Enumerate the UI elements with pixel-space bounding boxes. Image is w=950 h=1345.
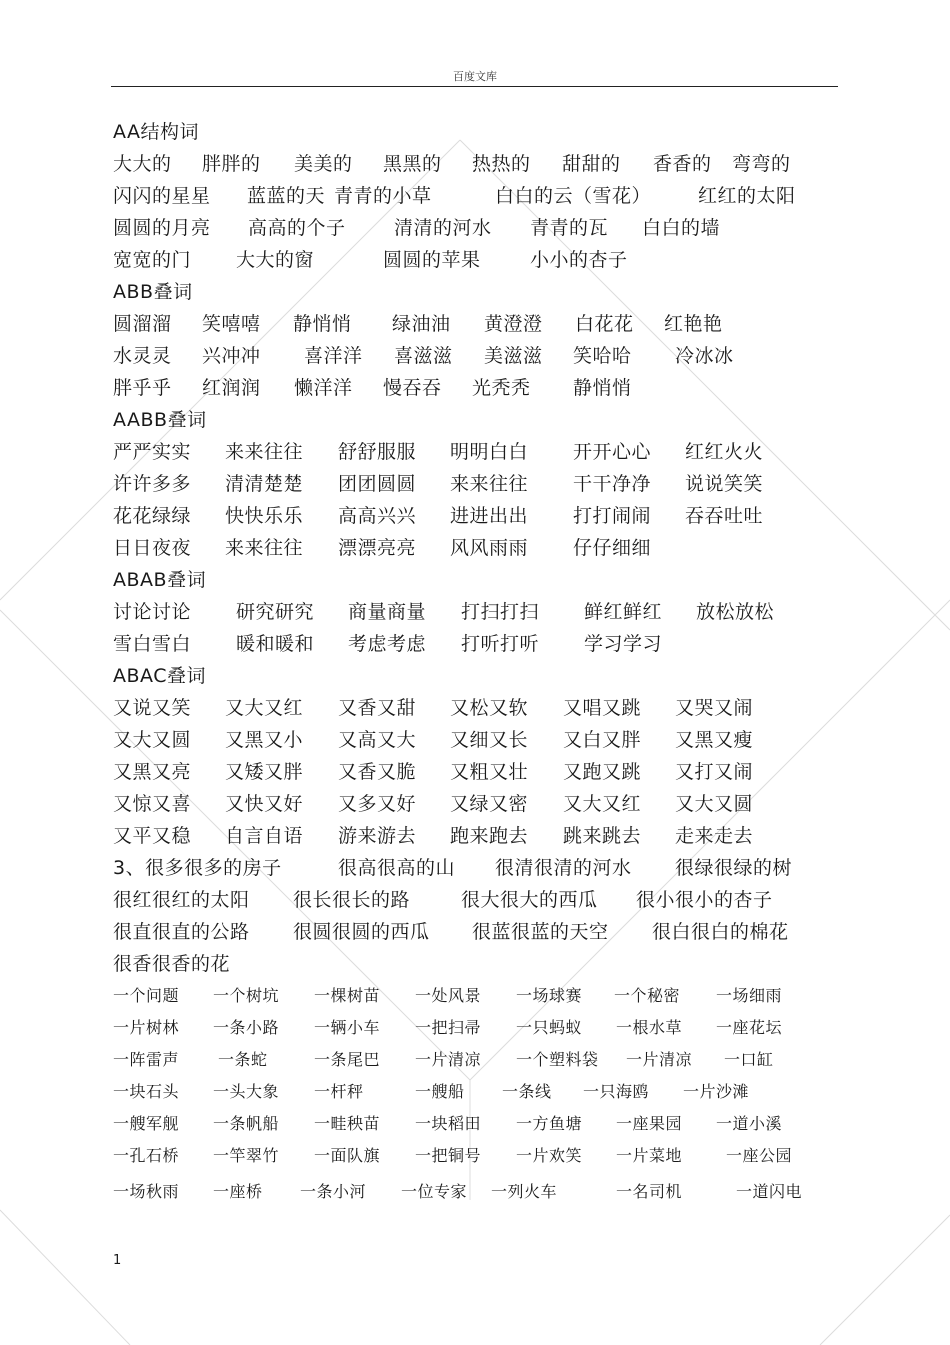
word-item: 一处风景 [415,986,482,1005]
section-heading [113,404,853,436]
word-item: 又黑又小 [225,729,304,751]
word-item: 一个秘密 [614,986,681,1005]
word-item: 又大又红 [225,697,304,719]
word-item: 来来往往 [225,537,304,559]
word-item: 又大又圆 [113,729,192,751]
word-item: 小小的杏子 [530,249,628,271]
word-item: 静悄悄 [573,377,632,399]
word-item: 甜甜的 [562,153,621,175]
word-item: 讨论讨论 [113,601,192,623]
word-item: 清清的河水 [394,217,492,239]
word-item: 美美的 [294,153,353,175]
word-row [113,596,853,628]
word-item: 考虑考虑 [348,633,427,655]
word-item: 兴冲冲 [202,345,261,367]
word-item: 又大又红 [563,793,642,815]
word-item: 一条帆船 [213,1114,280,1133]
word-item: 很直很直的公路 [113,921,250,943]
word-item: 很长很长的路 [293,889,411,911]
word-item: 一片清凉 [626,1050,693,1069]
word-item: 跑来跑去 [450,825,529,847]
word-item: 又粗又壮 [450,761,529,783]
word-item: 又哭又闹 [675,697,754,719]
word-item: 一条尾巴 [314,1050,381,1069]
word-item: 笑嘻嘻 [202,313,261,335]
word-item: 很大很大的西瓜 [461,889,598,911]
word-item: 很香很香的花 [113,953,231,975]
word-item: 明明白白 [450,441,529,463]
word-row [113,308,853,340]
word-row [113,244,853,276]
word-item: 又打又闹 [675,761,754,783]
word-item: 白花花 [575,313,634,335]
word-item: 一片清凉 [415,1050,482,1069]
word-item: 团团圆圆 [338,473,417,495]
word-item: 一片欢笑 [516,1146,583,1165]
word-item: 懒洋洋 [294,377,353,399]
heading-text: ABAC叠词 [113,665,206,687]
word-item: 一孔石桥 [113,1146,180,1165]
word-item: 一艘船 [415,1082,465,1101]
header-divider [111,86,838,87]
word-item: 一场球赛 [516,986,583,1005]
word-item: 圆圆的苹果 [383,249,481,271]
word-item: 很高很高的山 [338,857,456,879]
section-heading [113,116,853,148]
word-item: 一把铜号 [415,1146,482,1165]
word-item: 很蓝很蓝的天空 [472,921,609,943]
word-item: 舒舒服服 [338,441,417,463]
section-heading [113,564,853,596]
document-body [113,116,853,1208]
word-row [113,1140,853,1172]
word-row [113,788,853,820]
word-item: 一阵雷声 [113,1050,180,1069]
word-item: 一个树坑 [213,986,280,1005]
word-item: 又平又稳 [113,825,192,847]
word-item: 黄澄澄 [484,313,543,335]
word-item: 很红很红的太阳 [113,889,250,911]
word-item: 又说又笑 [113,697,192,719]
heading-text: AA结构词 [113,121,200,143]
word-item: 高高的个子 [248,217,346,239]
word-item: 3、很多很多的房子 [113,857,282,879]
word-item: 开开心心 [573,441,652,463]
word-item: 绿油油 [392,313,451,335]
word-item: 打扫打扫 [461,601,540,623]
word-row [113,148,853,180]
word-item: 又香又甜 [338,697,417,719]
page-number: 1 [113,1253,122,1268]
word-item: 胖乎乎 [113,377,172,399]
word-item: 水灵灵 [113,345,172,367]
word-item: 一名司机 [616,1182,683,1201]
word-item: 一片沙滩 [683,1082,750,1101]
word-item: 美滋滋 [484,345,543,367]
word-item: 学习学习 [584,633,663,655]
word-item: 红红的太阳 [698,185,796,207]
word-item: 一位专家 [401,1182,468,1201]
word-item: 研究研究 [236,601,315,623]
word-row [113,756,853,788]
word-item: 吞吞吐吐 [685,505,764,527]
word-item: 冷冰冰 [675,345,734,367]
word-item: 一列火车 [491,1182,558,1201]
word-item: 喜滋滋 [394,345,453,367]
word-item: 弯弯的 [732,153,791,175]
word-row [113,212,853,244]
word-item: 一头大象 [213,1082,280,1101]
word-item: 喜洋洋 [304,345,363,367]
word-row [113,1012,853,1044]
word-item: 一道闪电 [736,1182,803,1201]
section-heading [113,660,853,692]
word-item: 打打闹闹 [573,505,652,527]
word-item: 一艘军舰 [113,1114,180,1133]
word-item: 又黑又亮 [113,761,192,783]
word-item: 慢吞吞 [383,377,442,399]
word-item: 花花绿绿 [113,505,192,527]
word-item: 一个问题 [113,986,180,1005]
word-row [113,1176,853,1208]
word-row [113,628,853,660]
word-row [113,884,853,916]
word-row [113,500,853,532]
word-item: 一座果园 [616,1114,683,1133]
word-item: 许许多多 [113,473,192,495]
word-item: 一棵树苗 [314,986,381,1005]
word-item: 一条线 [502,1082,552,1101]
word-row [113,532,853,564]
word-item: 一把扫帚 [415,1018,482,1037]
word-item: 又大又圆 [675,793,754,815]
word-item: 又白又胖 [563,729,642,751]
word-item: 很小很小的杏子 [636,889,773,911]
word-item: 又高又大 [338,729,417,751]
word-item: 大大的 [113,153,172,175]
word-item: 干干净净 [573,473,652,495]
heading-text: AABB叠词 [113,409,207,431]
word-item: 一个塑料袋 [516,1050,599,1069]
word-item: 来来往往 [450,473,529,495]
word-item: 自言自语 [225,825,304,847]
word-row [113,852,853,884]
word-item: 一场秋雨 [113,1182,180,1201]
word-row [113,1044,853,1076]
word-row [113,820,853,852]
word-item: 胖胖的 [202,153,261,175]
word-item: 打听打听 [461,633,540,655]
word-item: 进进出出 [450,505,529,527]
word-item: 一片树林 [113,1018,180,1037]
word-item: 又香又脆 [338,761,417,783]
word-item: 雪白雪白 [113,633,192,655]
word-row [113,916,853,948]
word-item: 香香的 [653,153,712,175]
word-row [113,948,853,980]
word-row [113,692,853,724]
word-item: 一口缸 [724,1050,774,1069]
section-heading [113,276,853,308]
word-item: 日日夜夜 [113,537,192,559]
heading-text: ABB叠词 [113,281,193,303]
word-item: 又松又软 [450,697,529,719]
word-row [113,340,853,372]
word-item: 严严实实 [113,441,192,463]
word-item: 笑哈哈 [573,345,632,367]
word-item: 红艳艳 [664,313,723,335]
word-item: 鲜红鲜红 [584,601,663,623]
word-item: 又跑又跳 [563,761,642,783]
word-item: 一条蛇 [218,1050,268,1069]
word-item: 高高兴兴 [338,505,417,527]
word-item: 又绿又密 [450,793,529,815]
word-item: 一座公园 [726,1146,793,1165]
word-item: 白白的云（雪花） [495,185,652,207]
word-item: 说说笑笑 [685,473,764,495]
word-item: 一面队旗 [314,1146,381,1165]
word-item: 很圆很圆的西瓜 [293,921,430,943]
word-item: 一方鱼塘 [516,1114,583,1133]
word-item: 青青的瓦 [530,217,609,239]
word-row [113,980,853,1012]
word-item: 一片菜地 [616,1146,683,1165]
word-item: 暖和暖和 [236,633,315,655]
word-item: 一只海鸥 [583,1082,650,1101]
word-item: 圆溜溜 [113,313,172,335]
word-item: 大大的窗 [236,249,315,271]
word-item: 一根水草 [616,1018,683,1037]
word-row [113,724,853,756]
word-row [113,1076,853,1108]
word-item: 又多又好 [338,793,417,815]
word-item: 宽宽的门 [113,249,192,271]
word-item: 商量商量 [348,601,427,623]
word-item: 红红火火 [685,441,764,463]
word-item: 走来走去 [675,825,754,847]
word-item: 很白很白的棉花 [652,921,789,943]
word-row [113,468,853,500]
word-item: 一场细雨 [716,986,783,1005]
heading-text: ABAB叠词 [113,569,207,591]
word-item: 来来往往 [225,441,304,463]
word-row [113,1108,853,1140]
word-item: 白白的墙 [642,217,721,239]
word-item: 一块稻田 [415,1114,482,1133]
word-item: 又细又长 [450,729,529,751]
word-item: 又唱又跳 [563,697,642,719]
word-item: 风风雨雨 [450,537,529,559]
word-row [113,372,853,404]
word-item: 很绿很绿的树 [675,857,793,879]
word-item: 蓝蓝的天 [247,185,326,207]
word-item: 游来游去 [338,825,417,847]
word-item: 一杆秤 [314,1082,364,1101]
word-item: 清清楚楚 [225,473,304,495]
word-item: 又惊又喜 [113,793,192,815]
word-item: 又快又好 [225,793,304,815]
word-item: 闪闪的星星 [113,185,211,207]
word-item: 青青的小草 [334,185,432,207]
word-item: 红润润 [202,377,261,399]
word-item: 圆圆的月亮 [113,217,211,239]
word-item: 黑黑的 [383,153,442,175]
word-item: 一竿翠竹 [213,1146,280,1165]
word-item: 跳来跳去 [563,825,642,847]
word-item: 一畦秧苗 [314,1114,381,1133]
word-row [113,436,853,468]
word-row [113,180,853,212]
word-item: 一块石头 [113,1082,180,1101]
word-item: 快快乐乐 [225,505,304,527]
word-item: 一只蚂蚁 [516,1018,583,1037]
word-item: 一条小河 [300,1182,367,1201]
word-item: 一道小溪 [716,1114,783,1133]
word-item: 一座桥 [213,1182,263,1201]
word-item: 一条小路 [213,1018,280,1037]
word-item: 仔仔细细 [573,537,652,559]
word-item: 热热的 [472,153,531,175]
word-item: 一辆小车 [314,1018,381,1037]
word-item: 又黑又瘦 [675,729,754,751]
word-item: 一座花坛 [716,1018,783,1037]
word-item: 又矮又胖 [225,761,304,783]
word-item: 很清很清的河水 [495,857,632,879]
word-item: 光秃秃 [472,377,531,399]
word-item: 漂漂亮亮 [338,537,417,559]
word-item: 静悄悄 [293,313,352,335]
word-item: 放松放松 [696,601,775,623]
page-header-title: 百度文库 [453,70,497,83]
